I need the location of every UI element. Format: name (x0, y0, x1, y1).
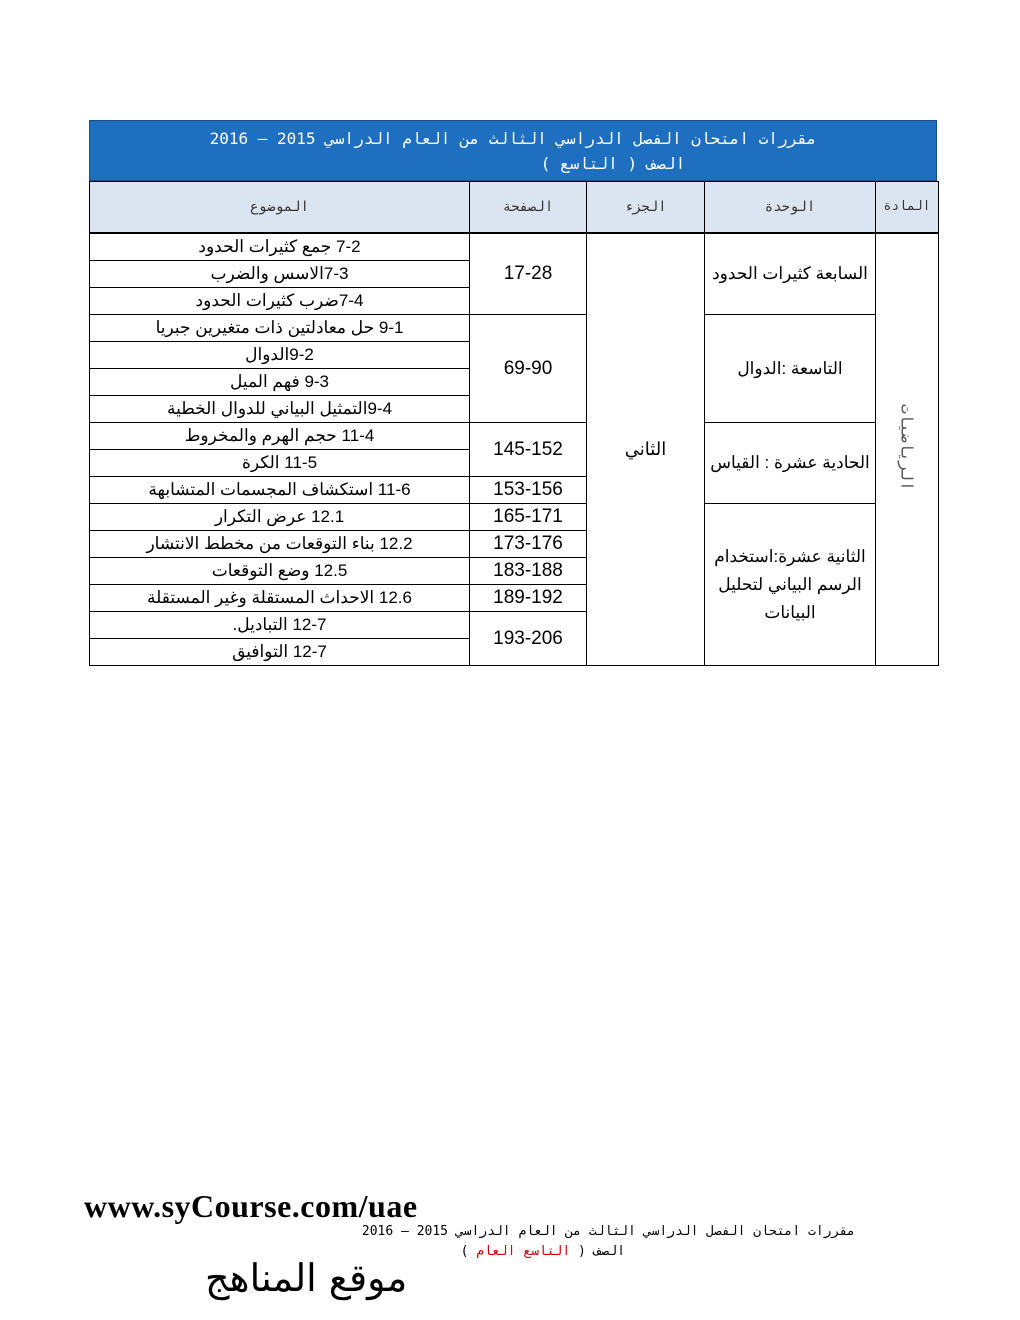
topic-cell: 11-6 استكشاف المجسمات المتشابهة (90, 477, 470, 504)
footer-grade (395, 1244, 625, 1259)
unit-cell: الثانية عشرة:استخدام الرسم البياني لتحليل البيانات (705, 504, 876, 666)
pages-cell: 189-192 (470, 585, 587, 612)
subject-cell (876, 233, 939, 666)
header-part: الجزء (587, 182, 705, 234)
pages-cell: 165-171 (470, 504, 587, 531)
topic-cell: 7-2 جمع كثيرات الحدود (90, 233, 470, 261)
topic-cell: 12.5 وضع التوقعات (90, 558, 470, 585)
topic-cell: 9-2الدوال (90, 342, 470, 369)
pages-cell: 145-152 (470, 423, 587, 477)
header-pages: الصفحة (470, 182, 587, 234)
unit-cell: التاسعة :الدوال (705, 315, 876, 423)
topic-cell: 12.2 بناء التوقعات من مخطط الانتشار (90, 531, 470, 558)
topic-cell: 12.6 الاحداث المستقلة وغير المستقلة (90, 585, 470, 612)
topic-cell: 11-5 الكرة (90, 450, 470, 477)
pages-cell: 183-188 (470, 558, 587, 585)
topic-cell: 9-4التمثيل البياني للدوال الخطية (90, 396, 470, 423)
footer-title: مقررات امتحان الفصل الدراسي الثالث من العام الدراسي 2015 – 2016 (361, 1224, 855, 1239)
topic-cell: 7-3الاسس والضرب (90, 261, 470, 288)
footer-grade-suffix: ) (460, 1244, 469, 1259)
topic-cell: 12.1 عرض التكرار (90, 504, 470, 531)
part-cell: الثاني (587, 233, 705, 666)
footer-grade-highlight: التاسع العام (476, 1244, 571, 1259)
topic-cell: 9-1 حل معادلتين ذات متغيرين جبريا (90, 315, 470, 342)
unit-cell: السابعة كثيرات الحدود (705, 233, 876, 315)
table-row (90, 423, 939, 450)
header-unit: الوحدة (705, 182, 876, 234)
unit-cell: الحادية عشرة : القياس (705, 423, 876, 504)
header-subject: المادة (876, 182, 939, 234)
header-topic: الموضوع (90, 182, 470, 234)
table-title: مقررات امتحان الفصل الدراسي الثالث من العام الدراسي 2015 – 2016 (209, 129, 817, 148)
table-row (90, 504, 939, 531)
table-grade: الصف ( التاسع ) (540, 154, 686, 173)
pages-cell: 173-176 (470, 531, 587, 558)
pages-cell: 17-28 (470, 233, 587, 315)
site-signature: موقع المناهج (205, 1256, 408, 1300)
subject-label: الرياضيات (897, 403, 917, 491)
pages-cell: 153-156 (470, 477, 587, 504)
table-title-band (89, 120, 937, 181)
header-row (90, 182, 939, 234)
topic-cell: 11-4 حجم الهرم والمخروط (90, 423, 470, 450)
footer-url[interactable]: www.syCourse.com/uae (84, 1188, 418, 1224)
topic-cell: 9-3 فهم الميل (90, 369, 470, 396)
topic-cell: 7-4ضرب كثيرات الحدود (90, 288, 470, 315)
topic-cell: 12-7 التباديل. (90, 612, 470, 639)
table-row (90, 233, 939, 261)
footer-grade-prefix: الصف ( (578, 1244, 625, 1259)
pages-cell: 69-90 (470, 315, 587, 423)
pages-cell: 193-206 (470, 612, 587, 666)
table-row (90, 315, 939, 342)
syllabus-table (89, 181, 939, 666)
topic-cell: 12-7 التوافيق (90, 639, 470, 666)
